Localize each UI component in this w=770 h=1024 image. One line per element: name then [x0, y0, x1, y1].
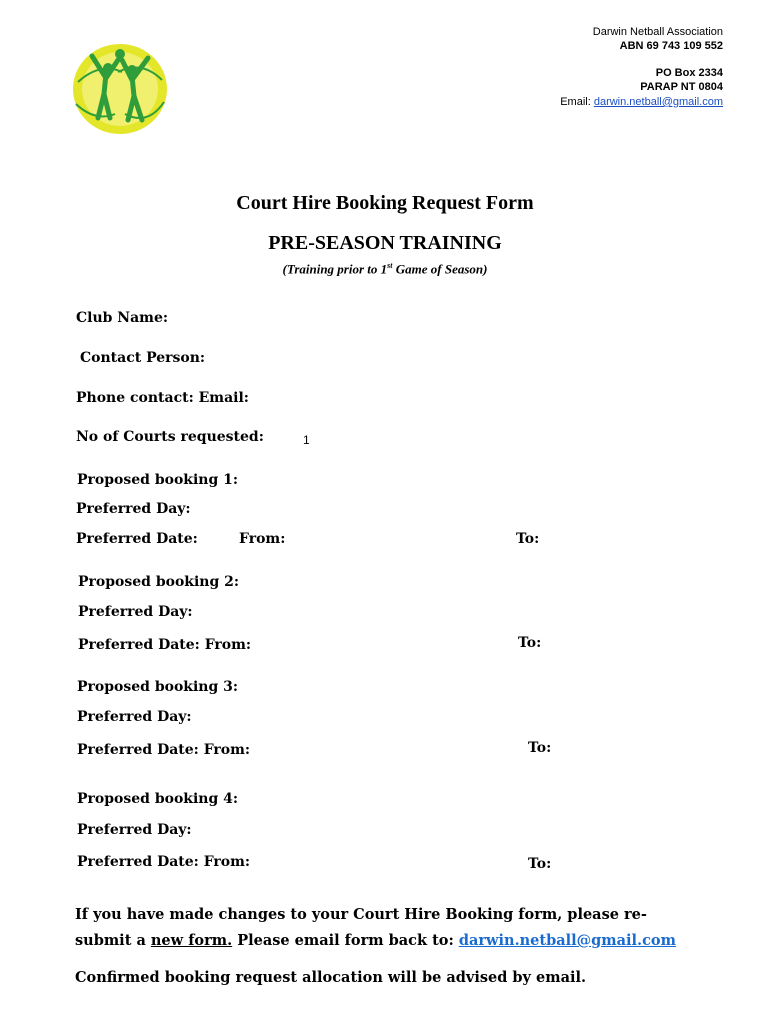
- booking-4-to: To:: [528, 856, 552, 872]
- booking-3-heading: Proposed booking 3:: [77, 679, 239, 695]
- courts-requested-label: No of Courts requested:: [76, 429, 264, 445]
- locality: PARAP NT 0804: [640, 81, 723, 93]
- new-form-text: new form.: [150, 932, 233, 949]
- booking-2-date: Preferred Date: From:: [78, 637, 252, 653]
- form-title: Court Hire Booking Request Form: [236, 192, 534, 214]
- booking-2-heading: Proposed booking 2:: [78, 574, 240, 590]
- form-note: (Training prior to 1st Game of Season): [282, 261, 488, 277]
- email-label: Email:: [560, 96, 594, 108]
- booking-1-date: Preferred Date:: [76, 531, 198, 547]
- phone-email-label: Phone contact: Email:: [76, 390, 249, 406]
- footer-email-link[interactable]: darwin.netball@gmail.com: [458, 932, 676, 949]
- club-name-label: Club Name:: [76, 310, 169, 326]
- footer-line-1: If you have made changes to your Court Hire Booking form, please re-: [75, 906, 647, 923]
- booking-4-heading: Proposed booking 4:: [77, 791, 239, 807]
- org-name: Darwin Netball Association: [592, 26, 723, 38]
- abn: ABN 69 743 109 552: [619, 40, 723, 52]
- footer-line-3: Confirmed booking request allocation will be advised by email.: [75, 969, 587, 986]
- form-subtitle: PRE-SEASON TRAINING: [268, 232, 502, 254]
- booking-4-date: Preferred Date: From:: [77, 854, 251, 870]
- header-email: [560, 95, 723, 109]
- booking-2-day: Preferred Day:: [78, 604, 193, 620]
- booking-1-heading: Proposed booking 1:: [77, 472, 239, 488]
- contact-person-label: Contact Person:: [80, 350, 206, 366]
- booking-3-to: To:: [528, 740, 552, 756]
- netball-logo-icon: [70, 42, 170, 136]
- footer-line-2: submit a new form. Please email form back to: darwin.netball@gmail.com: [75, 932, 676, 949]
- header-email-link[interactable]: darwin.netball@gmail.com: [593, 96, 723, 108]
- booking-2-to: To:: [518, 635, 542, 651]
- booking-1-from: From:: [239, 531, 286, 547]
- booking-1-day: Preferred Day:: [76, 501, 191, 517]
- booking-1-to: To:: [516, 531, 540, 547]
- booking-3-date: Preferred Date: From:: [77, 742, 251, 758]
- booking-3-day: Preferred Day:: [77, 709, 192, 725]
- po-box: PO Box 2334: [655, 67, 723, 79]
- courts-requested-value[interactable]: 1: [303, 433, 310, 447]
- booking-4-day: Preferred Day:: [77, 822, 192, 838]
